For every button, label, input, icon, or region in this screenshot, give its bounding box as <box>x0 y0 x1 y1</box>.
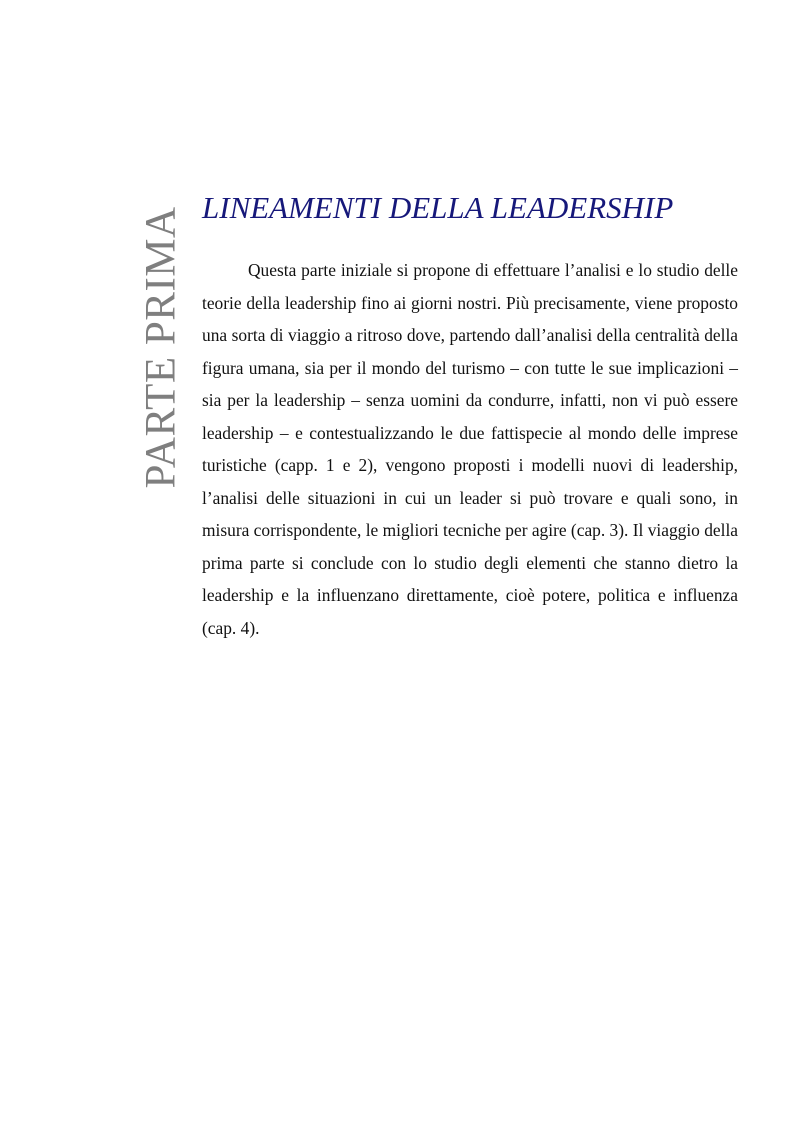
part-label-vertical <box>137 205 185 489</box>
intro-paragraph: Questa parte iniziale si propone di effettuare l’analisi e lo studio delle teorie della leadership fino ai giorni nostri. Più precisamente, viene proposto una sorta di viaggio a ritroso dove, partendo dall’analisi della centralità della figura umana, sia per il mondo del turismo – con tutte le sue implicazioni – sia per la leadership – senza uomini da condurre, infatti, non vi può essere leadership – e contestualizzando le due fattispecie al mondo delle imprese turistiche (capp. 1 e 2), vengono proposti i modelli nuovi di leadership, l’analisi delle situazioni in cui un leader si può trovare e quali sono, in misura corrispondente, le migliori tecniche per agire (cap. 3). Il viaggio della prima parte si conclude con lo studio degli elementi che stanno dietro la leadership e la influenzano direttamente, cioè potere, politica e influenza (cap. 4). <box>202 260 739 638</box>
section-title: LINEAMENTI DELLA LEADERSHIP <box>202 190 674 225</box>
part-label-text: PARTE PRIMA <box>137 205 185 489</box>
